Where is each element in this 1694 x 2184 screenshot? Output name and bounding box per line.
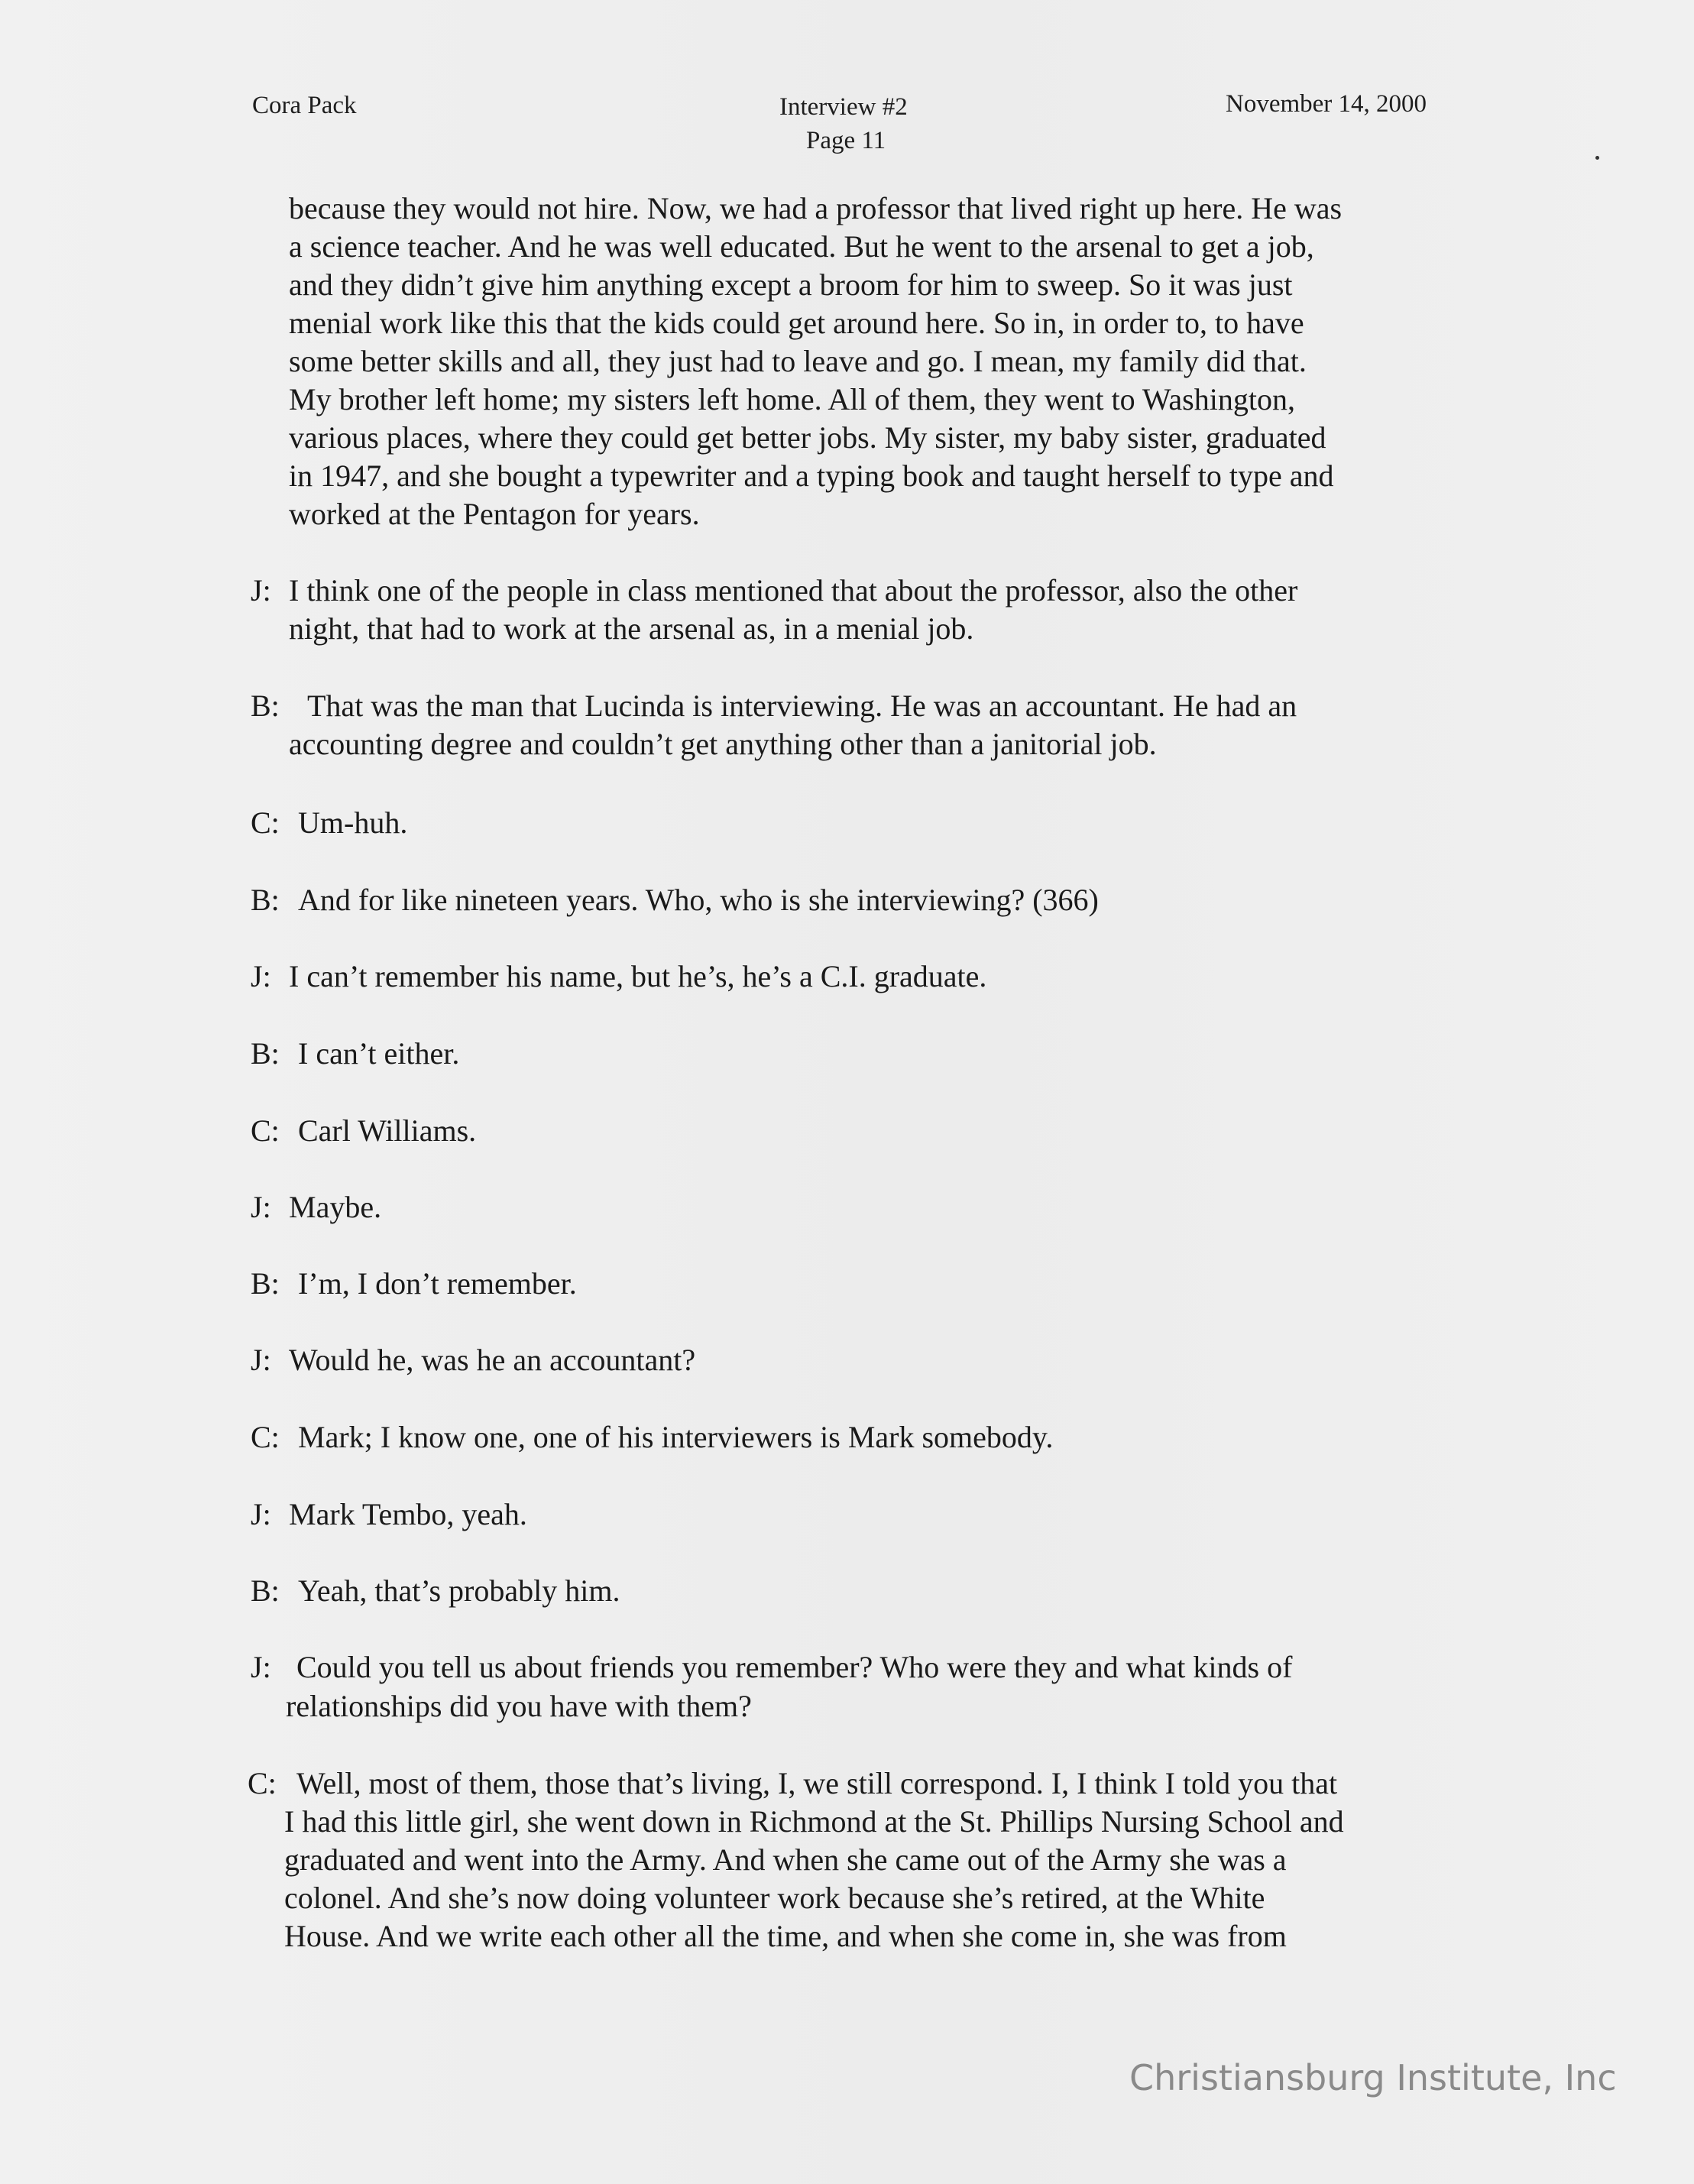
transcript-line: Would he, was he an accountant? [289,1343,696,1377]
speaker-label: J: [251,1190,271,1224]
transcript-line: menial work like this that the kids could get around here. So in, in order to, to have [289,306,1304,340]
transcript-line: Mark Tembo, yeah. [289,1497,527,1531]
transcript-line: some better skills and all, they just had to leave and go. I mean, my family did that. [289,344,1307,378]
transcript-line: Um-huh. [298,805,408,840]
transcript-line: I’m, I don’t remember. [298,1266,577,1301]
paper-speck [1595,156,1599,160]
header-interviewee-name: Cora Pack [252,92,357,119]
transcript-line: Well, most of them, those that’s living, I, we still correspond. I, I think I told you that [296,1766,1338,1800]
transcript-line: various places, where they could get better jobs. My sister, my baby sister, graduated [289,420,1326,455]
speaker-label: B: [251,1573,280,1608]
institution-watermark: Christiansburg Institute, Inc [1129,2057,1617,2098]
transcript-line: Carl Williams. [298,1113,477,1148]
speaker-label: J: [251,1497,271,1531]
speaker-label: B: [251,1266,280,1301]
transcript-line: worked at the Pentagon for years. [289,497,700,531]
transcript-line: Could you tell us about friends you remember? Who were they and what kinds of [296,1650,1293,1684]
transcript-line: Yeah, that’s probably him. [298,1573,620,1608]
transcript-line: I had this little girl, she went down in Richmond at the St. Phillips Nursing School and [284,1804,1344,1839]
speaker-label: C: [248,1766,277,1800]
speaker-label: C: [251,1113,280,1148]
transcript-line: and they didn’t give him anything except a broom for him to sweep. So it was just [289,267,1293,302]
speaker-label: C: [251,1420,280,1454]
speaker-label: J: [251,573,271,608]
speaker-label: B: [251,883,280,917]
header-interview-number: Interview #2 [779,93,908,121]
transcript-line: graduated and went into the Army. And when she came out of the Army she was a [284,1842,1287,1877]
transcript-line: in 1947, and she bought a typewriter and a typing book and taught herself to type and [289,459,1334,493]
transcript-line: I think one of the people in class mentioned that about the professor, also the other [289,573,1298,608]
header-page-number: Page 11 [806,127,886,154]
transcript-line: House. And we write each other all the time, and when she come in, she was from [284,1919,1287,1953]
transcript-line: Maybe. [289,1190,382,1224]
speaker-label: B: [251,689,280,723]
transcript-line: relationships did you have with them? [286,1689,752,1723]
transcript-line: I can’t either. [298,1036,460,1071]
speaker-label: J: [251,1343,271,1377]
transcript-line: I can’t remember his name, but he’s, he’s a C.I. graduate. [289,959,987,993]
transcript-line: My brother left home; my sisters left home. All of them, they went to Washington, [289,382,1295,416]
header-date: November 14, 2000 [1226,90,1427,118]
speaker-label: J: [251,959,271,993]
transcript-line: colonel. And she’s now doing volunteer work because she’s retired, at the White [284,1881,1265,1915]
transcript-line: a science teacher. And he was well educated. But he went to the arsenal to get a job, [289,229,1314,264]
transcript-line: night, that had to work at the arsenal as, in a menial job. [289,611,974,646]
transcript-line: That was the man that Lucinda is interviewing. He was an accountant. He had an [307,689,1297,723]
speaker-label: J: [251,1650,271,1684]
speaker-label: C: [251,805,280,840]
transcript-line: because they would not hire. Now, we had a professor that lived right up here. He was [289,191,1343,225]
transcript-line: accounting degree and couldn’t get anything other than a janitorial job. [289,727,1157,761]
transcript-line: Mark; I know one, one of his interviewers is Mark somebody. [298,1420,1054,1454]
transcript-line: And for like nineteen years. Who, who is she interviewing? (366) [298,883,1099,917]
speaker-label: B: [251,1036,280,1071]
